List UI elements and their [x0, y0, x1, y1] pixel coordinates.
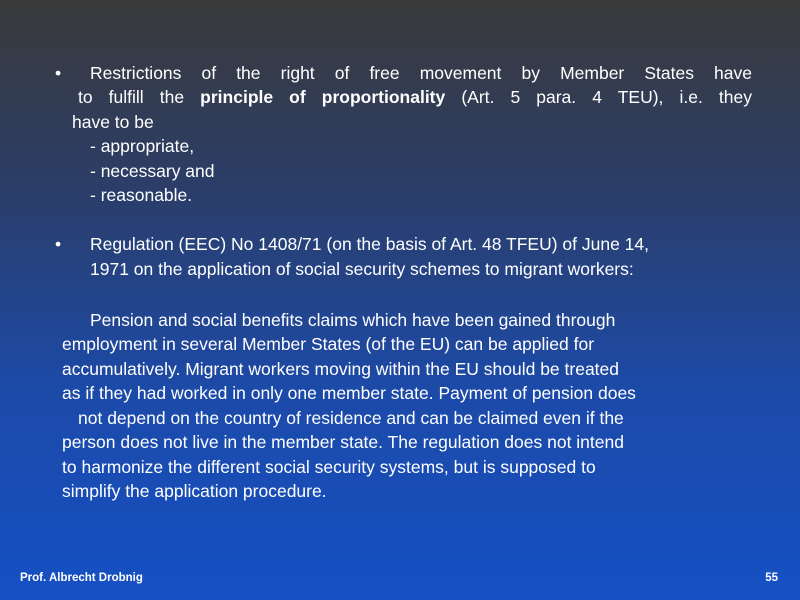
list-item-necessary: - necessary and [90, 161, 215, 181]
paragraph-line: Pension and social benefits claims which have been gained through [90, 310, 616, 330]
section1-line2-post: (Art. 5 para. 4 TEU), i.e. they [445, 87, 752, 107]
section2-line1: Regulation (EEC) No 1408/71 (on the basis of Art. 48 TFEU) of June 14, [90, 234, 650, 254]
section1-line2 [78, 85, 752, 110]
paragraph-line: not depend on the country of residence and can be claimed even if the [78, 408, 624, 428]
section1-line1: Restrictions of the right of free movement by Member States have [90, 63, 752, 83]
paragraph-line: to harmonize the different social security systems, but is supposed to [62, 457, 596, 477]
footer-author: Prof. Albrecht Drobnig [20, 572, 143, 584]
bullet-1: • [55, 63, 62, 83]
paragraph-line: as if they had worked in only one member state. Payment of pension does [62, 383, 636, 403]
paragraph-line: simplify the application procedure. [62, 481, 327, 501]
section1-line2-pre: to fulfill the [78, 87, 201, 107]
section1-line3: have to be [72, 112, 154, 132]
proportionality-principle: principle of proportionality [200, 87, 446, 107]
paragraph-line: accumulatively. Migrant workers moving within the EU should be treated [62, 359, 620, 379]
section2-line2: 1971 on the application of social security schemes to migrant workers: [90, 259, 634, 279]
page-number: 55 [765, 572, 778, 584]
bullet-2: • [55, 234, 62, 254]
list-item-appropriate: - appropriate, [90, 136, 195, 156]
list-item-reasonable: - reasonable. [90, 185, 193, 205]
paragraph-line: person does not live in the member state. The regulation does not intend [62, 432, 624, 452]
paragraph-line: employment in several Member States (of the EU) can be applied for [62, 334, 595, 354]
